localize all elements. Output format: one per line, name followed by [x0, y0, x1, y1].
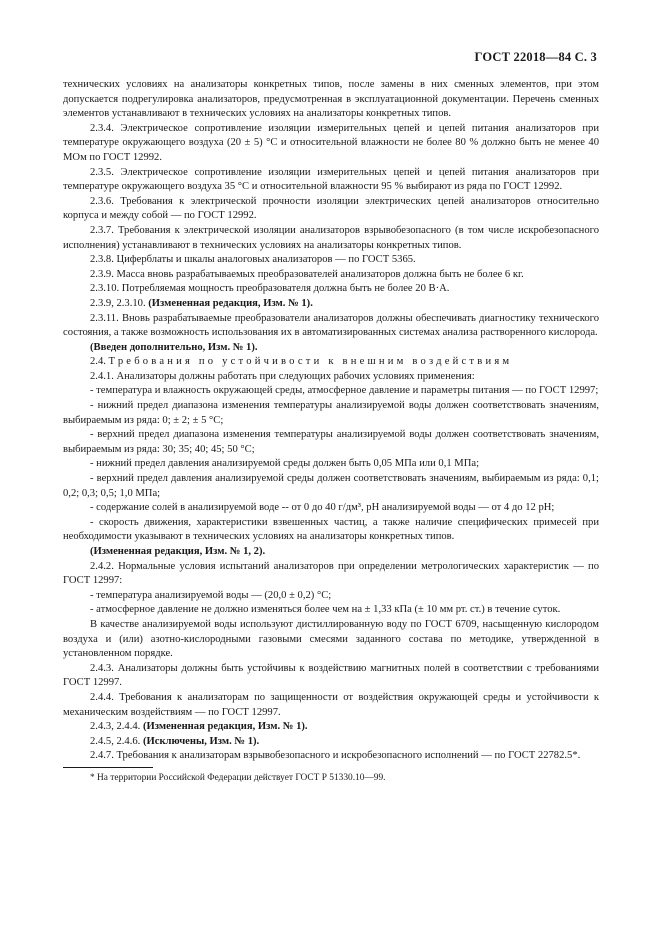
list-item: - нижний предел давления анализируемой среды должен быть 0,05 МПа или 0,1 МПа; — [90, 458, 480, 470]
clause-2-3-6: 2.3.6. Требования к электрической прочности изоляции электрических цепей анализаторов относительно корпуса и между собой — по ГОСТ 12992. — [63, 195, 599, 222]
footnote: * На территории Российской Федерации действует ГОСТ Р 51330.10—99. — [90, 772, 386, 783]
list-item: - температура анализируемой воды — (20,0 ± 0,2) °С; — [90, 589, 332, 601]
footnote-divider — [63, 767, 153, 768]
amendment-label: (Измененная редакция, Изм. № 1). — [142, 721, 308, 733]
list-item: - температура и влажность окружающей среды, атмосферное давление и параметры питания — по ГОСТ 12997; — [90, 385, 599, 397]
clause-2-4-1: 2.4.1. Анализаторы должны работать при следующих рабочих условиях применения: — [90, 370, 475, 382]
list-item: - верхний предел давления анализируемой среды должен соответствовать значениям, выбираемым из ряда: 0,1; 0,2; 0,3; 0,5; 1,0 МПа; — [63, 473, 599, 499]
clause-2-4-4: 2.4.4. Требования к анализаторам по защищенности от воздействия окружающей среды и устойчивости к механическим воздействиям — по ГОСТ 12997. — [63, 691, 599, 718]
section-title: Требования по устойчивости к внешним воздействиям — [108, 356, 513, 368]
page-header: ГОСТ 22018—84 С. 3 — [474, 50, 597, 64]
section-heading-2-4 — [63, 355, 599, 370]
amendment-label: (Измененная редакция, Изм. № 1). — [148, 297, 313, 309]
clause-2-3-5: 2.3.5. Электрическое сопротивление изоляции измерительных цепей и цепей питания анализаторов при температуре окружающего воздуха 35 °С и относительной влажности 95 % выбирают из ряда по ГОСТ 12992. — [63, 166, 599, 193]
amendment-note-2-3-9-10 — [63, 297, 599, 312]
amendment-note-1-2: (Измененная редакция, Изм. № 1, 2). — [90, 546, 266, 557]
clause-2-4-3: 2.4.3. Анализаторы должны быть устойчивы к воздействию магнитных полей в соответствии с требованиями ГОСТ 12997. — [63, 662, 599, 689]
paragraph-continuation: технических условиях на анализаторы конкретных типов, после замены в них сменных элементов, при этом допускается подрегулировка анализаторов, предусмотренная в эксплуатационной документации. Перечень сменных элементов устанавливают в технических условиях на анализаторы конкретных типов. — [63, 79, 599, 120]
paragraph-water: В качестве анализируемой воды используют дистиллированную воду по ГОСТ 6709, насыщенную кислородом воздуха и (или) азотно-кислородными газовыми смесями заданного состава по методике, утвержденной в установленном порядке. — [63, 618, 599, 660]
amendment-clauses: 2.4.3, 2.4.4. — [90, 721, 141, 733]
amendment-note-2-4-5-6 — [63, 735, 599, 750]
document-body — [63, 78, 599, 784]
clause-2-4-7: 2.4.7. Требования к анализаторам взрывобезопасного и искробезопасного исполнений — по ГОСТ 22782.5*. — [90, 750, 581, 762]
list-item: - нижний предел диапазона изменения температуры анализируемой воды должен соответствовать значениям, выбираемым из ряда: 0; ± 2; ± 5 °С; — [63, 400, 599, 426]
clause-2-3-10: 2.3.10. Потребляемая мощность преобразователя должна быть не более 20 В·А. — [90, 283, 450, 295]
clause-2-3-8: 2.3.8. Циферблаты и шкалы аналоговых анализаторов — по ГОСТ 5365. — [90, 254, 416, 266]
amendment-clauses: 2.4.5, 2.4.6. — [90, 735, 141, 747]
clause-2-3-11: 2.3.11. Вновь разрабатываемые преобразователи анализаторов должны обеспечивать диагностику технического состояния, а также возможность использования их в автоматизированных системах анализа растворенного кислорода. — [63, 312, 599, 339]
clause-2-3-7: 2.3.7. Требования к электрической изоляции анализаторов взрывобезопасного (в том числе искробезопасного исполнения) устанавливают в технических условиях на анализаторы конкретных типов. — [63, 224, 599, 251]
section-number: 2.4. — [90, 356, 106, 368]
list-item: - содержание солей в анализируемой воде -- от 0 до 40 г/дм³, рН анализируемой воды — от 4 до 12 рН; — [90, 502, 555, 514]
list-item: - верхний предел диапазона изменения температуры анализируемой воды должен соответствовать значениям, выбираемым из ряда: 30; 35; 40; 45; 50 °С; — [63, 429, 599, 455]
amendment-note-2-4-3-4 — [63, 720, 599, 735]
clause-2-3-4: 2.3.4. Электрическое сопротивление изоляции измерительных цепей и цепей питания анализаторов при температуре окружающего воздуха (20 ± 5) °С и относительной влажности не более 80 % должно быть не менее 40 МОм по ГОСТ 12992. — [63, 122, 599, 163]
list-item: - скорость движения, характеристики взвешенных частиц, а также наличие специфических примесей при необходимости указывают в технических условиях на анализаторы конкретных типов. — [63, 516, 599, 543]
list-item: - атмосферное давление не должно изменяться более чем на ± 1,33 кПа (± 10 мм рт. ст.) в течение суток. — [90, 604, 561, 616]
amendment-note-added: (Введен дополнительно, Изм. № 1). — [90, 341, 258, 353]
amendment-clauses: 2.3.9, 2.3.10. — [90, 297, 146, 309]
amendment-label: (Исключены, Изм. № 1). — [142, 735, 260, 747]
clause-2-4-2: 2.4.2. Нормальные условия испытаний анализаторов при определении метрологических характеристик — по ГОСТ 12997: — [63, 560, 599, 587]
clause-2-3-9: 2.3.9. Масса вновь разрабатываемых преобразователей анализаторов должна быть не более 6 кг. — [90, 268, 524, 280]
